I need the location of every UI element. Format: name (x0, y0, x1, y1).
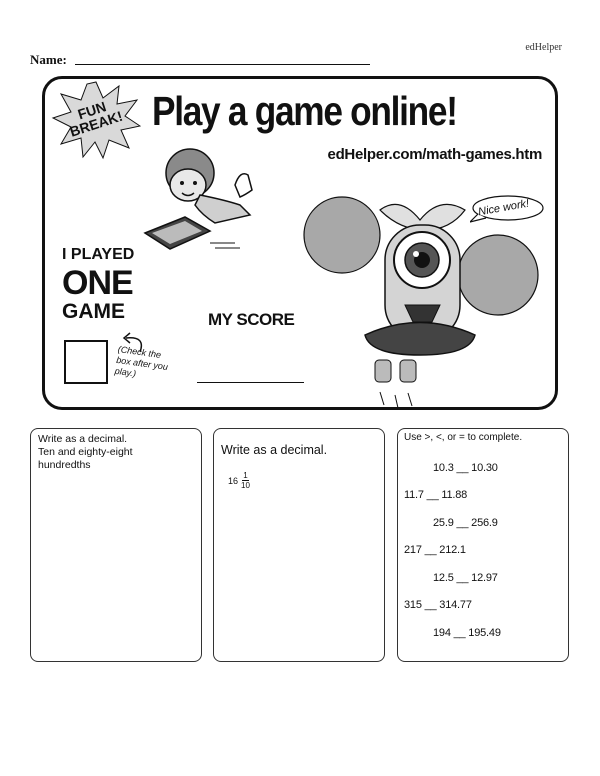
fraction-denominator: 10 (241, 481, 250, 490)
comparison-row: 12.5 __ 12.97 (433, 572, 498, 584)
comparison-row: 10.3 __ 10.30 (433, 462, 498, 474)
fun-break-label: FUN BREAK! (67, 98, 125, 140)
mixed-number (228, 471, 250, 490)
played-line-3: GAME (62, 300, 125, 323)
brand-label: edHelper (525, 42, 562, 53)
problem-box-decimal-fraction (213, 428, 385, 662)
problem-box-decimal-words (30, 428, 202, 662)
comparison-row: 25.9 __ 256.9 (433, 517, 498, 529)
comparison-row: 217 __ 212.1 (404, 544, 466, 556)
box1-prompt: Ten and eighty-eight hundredths (38, 446, 133, 471)
played-one-game-label (62, 247, 134, 322)
fraction-numerator: 1 (243, 471, 248, 480)
problem-box-compare (397, 428, 569, 662)
score-answer-line[interactable] (197, 382, 304, 383)
name-line[interactable] (75, 64, 370, 65)
played-line-2: ONE (62, 264, 133, 302)
kid-with-tablet-illustration (140, 145, 265, 250)
fraction (241, 471, 250, 490)
comparison-row: 315 __ 314.77 (404, 599, 472, 611)
comparison-row: 194 __ 195.49 (433, 627, 501, 639)
played-checkbox[interactable] (64, 340, 108, 384)
box1-title: Write as a decimal. (38, 433, 128, 445)
headline: Play a game online! (152, 88, 457, 134)
played-line-1: I PLAYED (62, 246, 135, 263)
box3-title: Use >, <, or = to complete. (404, 432, 523, 443)
mixed-number-whole: 16 (228, 475, 239, 486)
game-url[interactable]: edHelper.com/math-games.htm (327, 146, 542, 163)
speech-bubble-text: Nice work! (477, 197, 530, 219)
check-box-note: (Check the box after you play.) (114, 343, 169, 379)
comparison-row: 11.7 __ 11.88 (404, 489, 468, 501)
my-score-label: MY SCORE (208, 310, 295, 329)
name-label: Name: (30, 52, 67, 67)
box2-title: Write as a decimal. (221, 443, 328, 457)
